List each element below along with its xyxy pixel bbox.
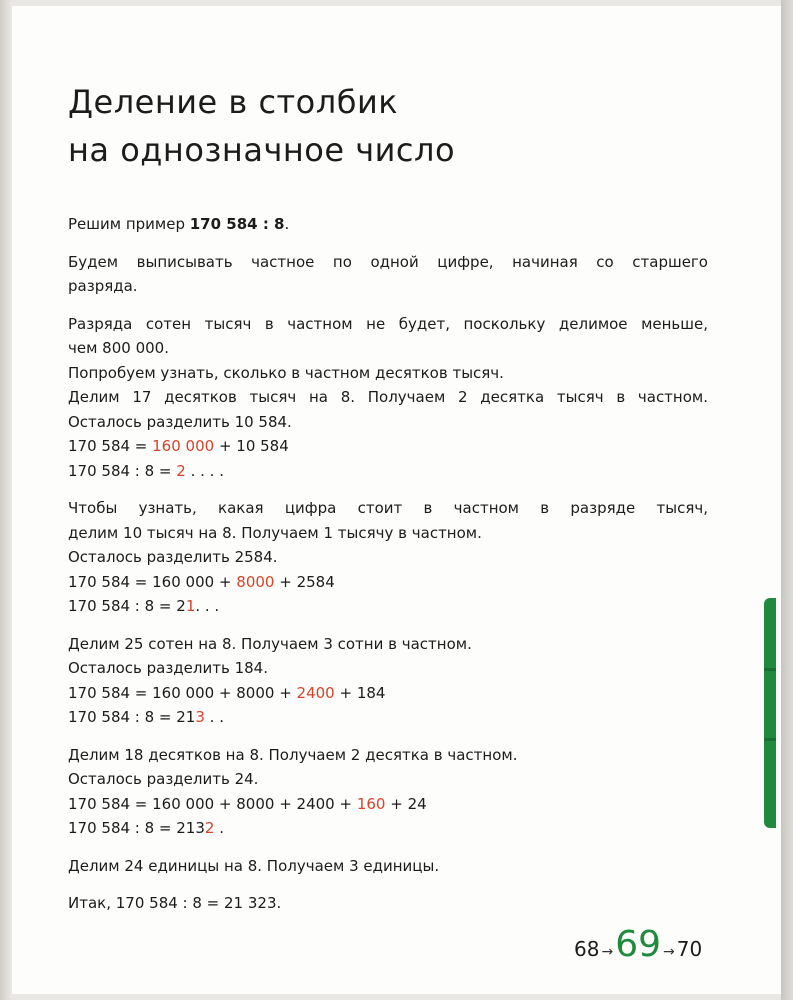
paragraph-step-tens: Делим 18 десятков на 8. Получаем 2 десятка в частном. Осталось разделить 24. 170 584 = 160 000 + 8000 + 2400 + 160 + 24 170 584 : 8 = 2132 . — [68, 743, 708, 841]
current-page-number: 69 — [615, 924, 661, 965]
lesson-body — [68, 212, 708, 929]
equation-quotient: 170 584 : 8 = 2132 . — [68, 819, 224, 837]
equation-quotient: 170 584 : 8 = 213 . . — [68, 708, 224, 726]
equation-sum: 170 584 = 160 000 + 10 584 — [68, 437, 289, 455]
title-line-1: Деление в столбик — [68, 83, 399, 121]
paragraph-method: Будем выписывать частное по одной цифре, начиная со старшего разряда. — [68, 252, 708, 295]
equation-sum: 170 584 = 160 000 + 8000 + 2400 + 184 — [68, 683, 386, 702]
equation-sum: 170 584 = 160 000 + 8000 + 2400 + 160 + 24 — [68, 794, 427, 813]
equation-sum: 170 584 = 160 000 + 8000 + 2584 — [68, 572, 335, 591]
equation-quotient: 170 584 : 8 = 21. . . — [68, 597, 220, 615]
paragraph-step-ten-thousands: Разряда сотен тысяч в частном не будет, поскольку делимое меньше, чем 800 000. Попробуем узнать, сколько в частном десятков тысяч. Делим 17 десятков тысяч на 8. Получаем 2 десятка тысяч в частном. Осталось разделить 10 584. 170 584 = 160 000 + 10 584 170 584 : 8 = 2 . . . . — [68, 312, 708, 484]
paragraph-step-units: Делим 24 единицы на 8. Получаем 3 единицы. — [68, 856, 440, 875]
title-line-2: на однозначное число — [68, 131, 456, 169]
page-gutter-shadow — [0, 0, 12, 1000]
page-title — [68, 78, 455, 174]
equation-quotient: 170 584 : 8 = 2 . . . . — [68, 461, 224, 480]
prev-page-number: 68 — [574, 937, 600, 961]
paragraph-step-hundreds: Делим 25 сотен на 8. Получаем 3 сотни в частном. Осталось разделить 184. 170 584 = 160 000 + 8000 + 2400 + 184 170 584 : 8 = 213 . . — [68, 632, 708, 730]
intro-paragraph: Решим пример 170 584 : 8. — [68, 215, 290, 233]
paragraph-step-thousands: Чтобы узнать, какая цифра стоит в частном в разряде тысяч, делим 10 тысяч на 8. Получаем 1 тысячу в частном. Осталось разделить 2584. 170 584 = 160 000 + 8000 + 2584 170 584 : 8 = 21. . . — [68, 496, 708, 619]
arrow-right-icon: → — [601, 944, 614, 960]
next-page-number: 70 — [676, 937, 703, 961]
arrow-right-icon: → — [663, 944, 675, 960]
example-expression: 170 584 : 8 — [189, 215, 285, 233]
chapter-tab-marker — [764, 598, 776, 828]
page-right-edge — [781, 0, 793, 1000]
page-navigation — [574, 924, 702, 974]
conclusion: Итак, 170 584 : 8 = 21 323. — [68, 894, 282, 912]
